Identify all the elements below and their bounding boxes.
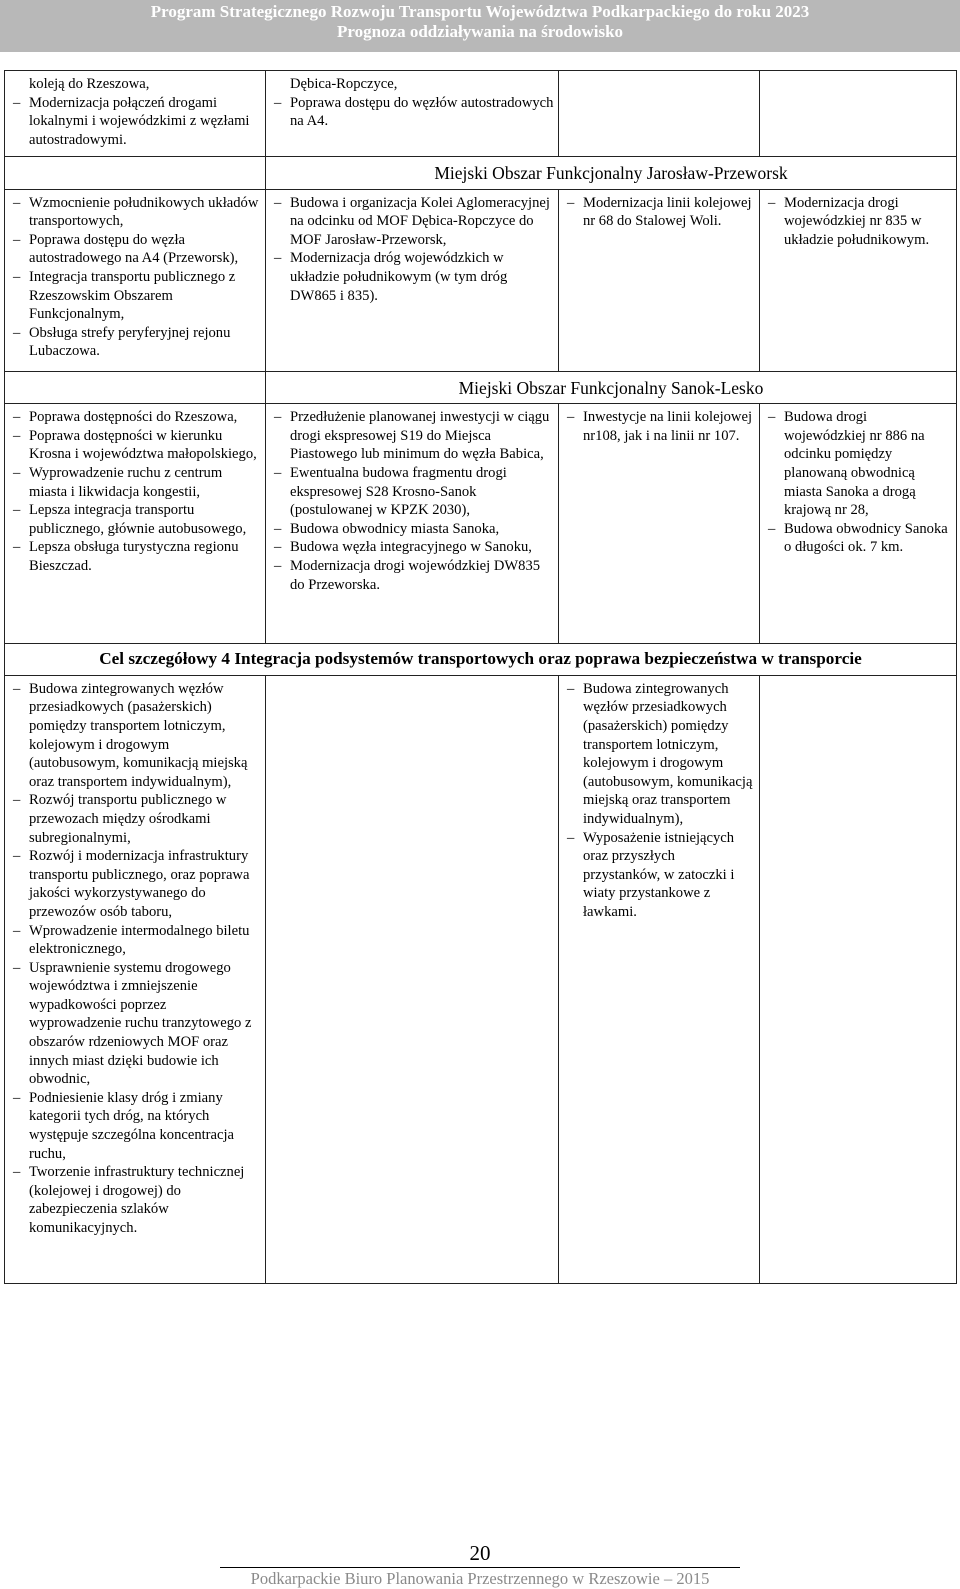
list-item: – Lepsza integracja transportu publicznego, głównie autobusowego, bbox=[13, 501, 261, 538]
document-header bbox=[0, 0, 960, 52]
jaroslaw-col2-cell bbox=[266, 189, 559, 371]
goal-4-title: Cel szczegółowy 4 Integracja podsystemów transportowych oraz poprawa bezpieczeństwa w transporcie bbox=[5, 644, 957, 676]
list-item: – Rozwój i modernizacja infrastruktury transportu publicznego, oraz poprawa jakości wykorzystywanego do przewozów osób taboru, bbox=[13, 847, 261, 921]
list-item: – Ewentualna budowa fragmentu drogi ekspresowej S28 Krosno-Sanok (postulowanej w KPZK 2030), bbox=[274, 464, 554, 520]
goal4-col3-cell bbox=[559, 675, 760, 1283]
sanok-col4-cell bbox=[760, 404, 957, 644]
list-item: – Usprawnienie systemu drogowego województwa i zmniejszenie wypadkowości poprzez wyprowadzenie ruchu tranzytowego z obszarów rdzeniowych MOF oraz innych miast dzięki budowie ich obwodnic, bbox=[13, 959, 261, 1089]
list-item: – Inwestycje na linii kolejowej nr108, jak i na linii nr 107. bbox=[567, 408, 755, 445]
bullet-list bbox=[567, 194, 755, 231]
list-item: – Obsługa strefy peryferyjnej rejonu Lubaczowa. bbox=[13, 324, 261, 361]
top-col1-cell bbox=[5, 71, 266, 157]
bullet-list bbox=[274, 194, 554, 306]
list-item: – Wyprowadzenie ruchu z centrum miasta i likwidacja kongestii, bbox=[13, 464, 261, 501]
sanok-col1-cell bbox=[5, 404, 266, 644]
list-item: – Wzmocnienie południkowych układów transportowych, bbox=[13, 194, 261, 231]
table-row bbox=[5, 189, 957, 371]
table-row bbox=[5, 644, 957, 676]
goal4-col1-cell bbox=[5, 675, 266, 1283]
list-item: – Poprawa dostępności w kierunku Krosna i województwa małopolskiego, bbox=[13, 427, 261, 464]
bullet-list bbox=[768, 194, 952, 250]
table-row bbox=[5, 71, 957, 157]
page-footer: Podkarpackie Biuro Planowania Przestrzennego w Rzeszowie – 2015 bbox=[250, 1569, 710, 1588]
list-item: – Modernizacja linii kolejowej nr 68 do Stalowej Woli. bbox=[567, 194, 755, 231]
top-col4-cell bbox=[760, 71, 957, 157]
list-item: – Poprawa dostępu do węzłów autostradowych na A4. bbox=[274, 94, 554, 131]
bullet-list bbox=[13, 194, 261, 361]
list-item: – Budowa drogi wojewódzkiej nr 886 na odcinku pomiędzy planowaną obwodnicą miasta Sanoka a drogą krajową nr 28, bbox=[768, 408, 952, 520]
list-item: – Podniesienie klasy dróg i zmiany kategorii tych dróg, na których występuje szczególna koncentracja ruchu, bbox=[13, 1089, 261, 1163]
goal4-col4-cell bbox=[760, 675, 957, 1283]
measures-table bbox=[4, 70, 957, 1284]
jaroslaw-col4-cell bbox=[760, 189, 957, 371]
list-item: – Budowa węzła integracyjnego w Sanoku, bbox=[274, 538, 554, 557]
list-item: – Tworzenie infrastruktury technicznej (kolejowej i drogowej) do zabezpieczenia szlaków komunikacyjnych. bbox=[13, 1163, 261, 1237]
list-item: – Modernizacja drogi wojewódzkiej DW835 do Przeworska. bbox=[274, 557, 554, 594]
page-number: 20 bbox=[469, 1541, 491, 1565]
band-spacer-cell bbox=[5, 371, 266, 404]
top-col2-cell bbox=[266, 71, 559, 157]
list-item: – Integracja transportu publicznego z Rzeszowskim Obszarem Funkcjonalnym, bbox=[13, 268, 261, 324]
list-item: – Modernizacja drogi wojewódzkiej nr 835 w układzie południkowym. bbox=[768, 194, 952, 250]
mof-jaroslaw-title: Miejski Obszar Funkcjonalny Jarosław-Przeworsk bbox=[266, 157, 957, 190]
bullet-list bbox=[274, 408, 554, 594]
list-item: – Budowa zintegrowanych węzłów przesiadkowych (pasażerskich) pomiędzy transportem lotniczym, kolejowym i drogowym (autobusowym, komunikacją miejską oraz transportem indywidualnym), bbox=[13, 680, 261, 792]
bullet-list bbox=[567, 408, 755, 445]
jaroslaw-col1-cell bbox=[5, 189, 266, 371]
list-item: – Przedłużenie planowanej inwestycji w ciągu drogi ekspresowej S19 do Miejsca Piastowego lub minimum do węzła Babica, bbox=[274, 408, 554, 464]
table-row bbox=[5, 675, 957, 1283]
list-item: – Modernizacja połączeń drogami lokalnymi i wojewódzkimi z węzłami autostradowymi. bbox=[13, 94, 261, 150]
footer-divider bbox=[220, 1567, 740, 1568]
list-item: – Modernizacja dróg wojewódzkich w układzie południkowym (w tym dróg DW865 i 835). bbox=[274, 249, 554, 305]
band-spacer-cell bbox=[5, 157, 266, 190]
bullet-list bbox=[768, 408, 952, 557]
list-item: – Budowa obwodnicy miasta Sanoka, bbox=[274, 520, 554, 539]
bullet-list bbox=[567, 680, 755, 922]
header-title: Program Strategicznego Rozwoju Transportu Województwa Podkarpackiego do roku 2023 bbox=[150, 2, 810, 21]
bullet-list bbox=[274, 94, 554, 131]
list-item: – Budowa zintegrowanych węzłów przesiadkowych (pasażerskich) pomiędzy transportem lotniczym, kolejowym i drogowym (autobusowym, komunikacją miejską oraz transportem indywidualnym), bbox=[567, 680, 755, 829]
continuation-text: koleją do Rzeszowa, bbox=[29, 76, 150, 92]
sanok-col2-cell bbox=[266, 404, 559, 644]
bullet-list bbox=[13, 94, 261, 150]
mof-sanok-title: Miejski Obszar Funkcjonalny Sanok-Lesko bbox=[266, 371, 957, 404]
bullet-list bbox=[13, 408, 261, 575]
continuation-text: Dębica-Ropczyce, bbox=[290, 76, 398, 92]
table-row bbox=[5, 404, 957, 644]
table-row bbox=[5, 371, 957, 404]
list-item: – Budowa i organizacja Kolei Aglomeracyjnej na odcinku od MOF Dębica-Ropczyce do MOF Jarosław-Przeworsk, bbox=[274, 194, 554, 250]
sanok-col3-cell bbox=[559, 404, 760, 644]
header-subtitle: Prognoza oddziaływania na środowisko bbox=[336, 22, 624, 41]
list-item: – Wyposażenie istniejących oraz przyszłych przystanków, w zatoczki i wiaty przystankowe z ławkami. bbox=[567, 829, 755, 922]
top-col3-cell bbox=[559, 71, 760, 157]
list-item: – Budowa obwodnicy Sanoka o długości ok. 7 km. bbox=[768, 520, 952, 557]
list-item: – Wprowadzenie intermodalnego biletu elektronicznego, bbox=[13, 922, 261, 959]
bullet-list bbox=[13, 680, 261, 1238]
table-row bbox=[5, 157, 957, 190]
list-item: – Lepsza obsługa turystyczna regionu Bieszczad. bbox=[13, 538, 261, 575]
list-item: – Poprawa dostępności do Rzeszowa, bbox=[13, 408, 261, 427]
goal4-col2-cell bbox=[266, 675, 559, 1283]
jaroslaw-col3-cell bbox=[559, 189, 760, 371]
list-item: – Poprawa dostępu do węzła autostradowego na A4 (Przeworsk), bbox=[13, 231, 261, 268]
list-item: – Rozwój transportu publicznego w przewozach między ośrodkami subregionalnymi, bbox=[13, 791, 261, 847]
